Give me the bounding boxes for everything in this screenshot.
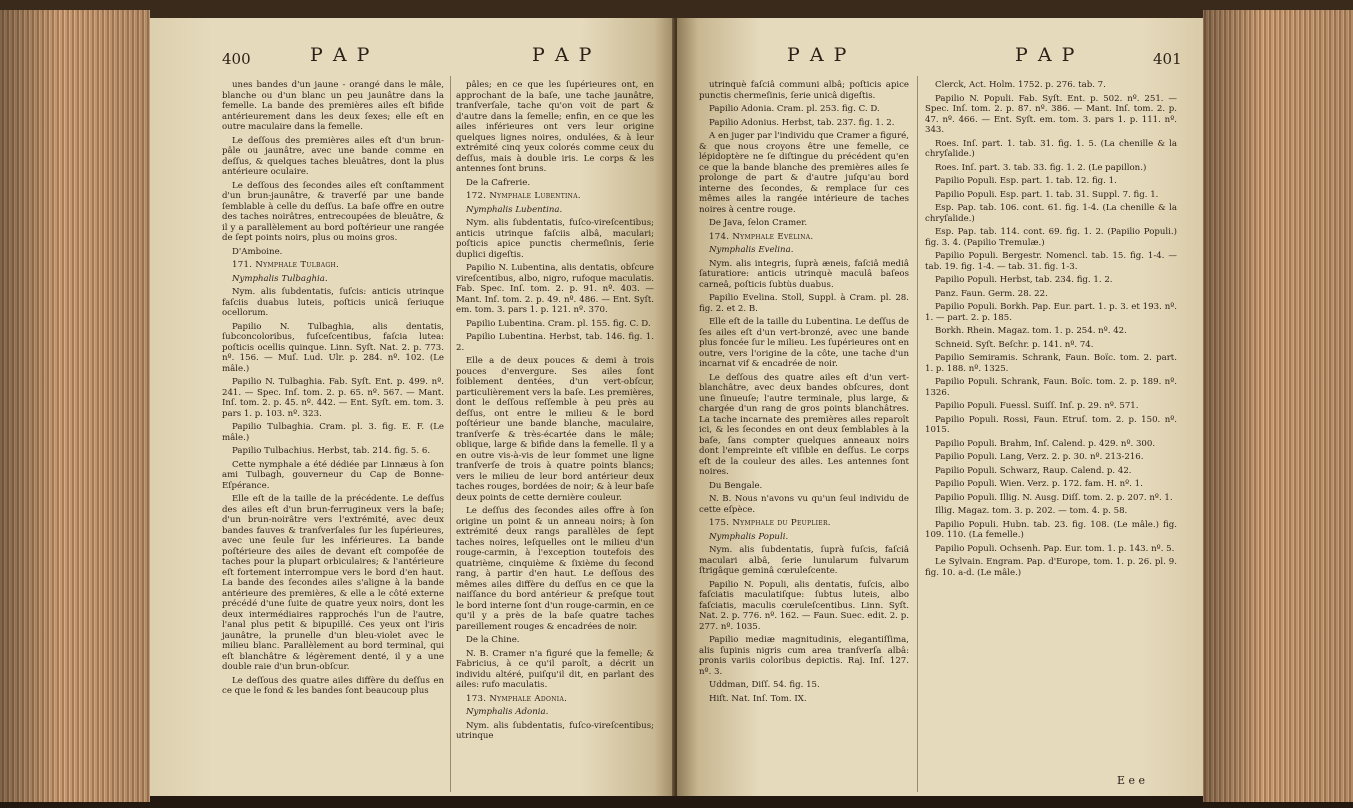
text-paragraph: Le deſſus des ſecondes ailes offre à ſon origine un point & un anneau noirs; à ſon extrémité deux rangs parallèles de ſept taches noires, leſquelles ont le milieu d'un rouge-carmin, à l'exception toutefois des quatrième, cinquième & ſixième du ſecond rang, à partir d'en haut. Le deſſous des mêmes ailes diffère du deſſus en ce que la naiſſance du bord antérieur & preſque tout le bord interne ſont d'un rouge-carmin, en ce qu'il y a près de la baſe quatre taches pareillement rouges & encadrées de noir.	[456, 506, 654, 632]
text-paragraph: 172. Nymphale Lubentina.	[466, 191, 581, 201]
right-running-head-1: P A P	[787, 44, 849, 66]
text-paragraph: Borkh. Rhein. Magaz. tom. 1. p. 254. nº. 42.	[935, 326, 1127, 336]
text-paragraph: Du Bengale.	[709, 480, 763, 491]
text-paragraph: Le Sylvain. Engram. Pap. d'Europe, tom. 1. p. 26. pl. 9. fig. 10. a-d. (Le mâle.)	[925, 557, 1177, 578]
text-paragraph: N. B. Cramer n'a figuré que la femelle; & Fabricius, à ce qu'il paroît, a décrit un individu altéré, puiſqu'il dit, en parlant des ailes: rufo maculatis.	[456, 648, 654, 690]
text-paragraph: Esp. Pap. tab. 114. cont. 69. fig. 1. 2. (Papilio Populi.) fig. 3. 4. (Papilio Tremulæ.)	[925, 227, 1177, 248]
text-paragraph: Papilio N. Tulbaghia. Fab. Syſt. Ent. p. 499. nº. 241. — Spec. Inſ. tom. 2. p. 65. nº. 567. — Mant. Inſ. tom. 2. p. 45. nº. 442. — Ent. Syſt. em. tom. 3. pars 1. p. 103. nº. 323.	[222, 377, 444, 419]
text-paragraph: Papilio Populi. Schrank, Faun. Boïc. tom. 2. p. 189. nº. 1326.	[925, 377, 1177, 398]
left-running-head-1: P A P	[310, 44, 372, 66]
text-paragraph: Illig. Magaz. tom. 3. p. 202. — tom. 4. p. 58.	[935, 506, 1128, 516]
text-paragraph: Papilio Adonia. Cram. pl. 253. fig. C. D.	[709, 104, 880, 114]
text-paragraph: Nym. alis ſubdentatis, fuſco-vireſcentibus; anticis utrinque faſciis albâ, maculari; poſticis apice punctis chermeſinis, ſerie duplici digeſtis.	[456, 218, 654, 260]
text-paragraph: Elle eſt de la taille du Lubentina. Le deſſus de ſes ailes eſt d'un vert-bronzé, avec une bande plus foncée ſur le milieu. Les ſupérieures ont en outre, vers l'origine de la côte, une tache d'un incarnat vif & encadrée de noir.	[699, 317, 909, 369]
text-paragraph: 175. Nymphale du Peuplier.	[709, 518, 831, 528]
text-paragraph: 173. Nymphale Adonia.	[466, 693, 568, 704]
text-paragraph: Papilio Populi. Herbst, tab. 234. fig. 1. 2.	[935, 275, 1113, 285]
text-paragraph: Panz. Faun. Germ. 28. 22.	[935, 288, 1048, 299]
text-paragraph: Le deſſous des quatre ailes eſt d'un vert-blanchâtre, avec deux bandes obſcures, dont une ſinueuſe; l'autre terminale, plus large, & chargée d'un rang de gros points blanchâtres. La tache incarnate des premières ailes reparoît ici, & les ſecondes en ont deux ſemblables à la baſe, ſans compter quelques anneaux noirs dont l'empreinte eſt viſible en deſſus. Le corps eſt de la couleur des ailes. Les antennes ſont noires.	[699, 372, 909, 477]
text-paragraph: Papilio Populi. Brahm, Inſ. Calend. p. 429. nº. 300.	[935, 438, 1156, 449]
left-column-1	[222, 80, 444, 700]
text-paragraph: Papilio Populi. Hubn. tab. 23. fig. 108. (Le mâle.) fig. 109. 110. (La femelle.)	[925, 519, 1177, 540]
text-paragraph: Elle a de deux pouces & demi à trois pouces d'envergure. Ses ailes ſont foiblement dentées, d'un vert-obſcur, particulièrement vers la baſe. Les premières, dont le deſſous reſſemble à peu près au deſſus, ont entre le milieu & le bord poſtérieur une bande blanche, maculaire, tranſverſe & très-écartée dans le mâle; oblique, large & bifide dans la femelle. Il y a en outre vis-à-vis de leur ſommet une ligne tranſverſe de trois à quatre points blancs; vers le milieu de leur bord antérieur deux taches rouges, bordées de noir; & à leur baſe deux points de cette dernière couleur.	[456, 356, 654, 503]
text-paragraph: Roes. Inſ. part. 3. tab. 33. fig. 1. 2. (Le papillon.)	[935, 162, 1147, 173]
column-rule-right	[917, 76, 918, 792]
text-paragraph: Nymphalis Evelina.	[709, 245, 794, 255]
text-paragraph: Hiſt. Nat. Inſ. Tom. IX.	[709, 693, 807, 704]
text-paragraph: 171. Nymphale Tulbagh.	[232, 260, 340, 270]
text-paragraph: Schneid. Syſt. Beſchr. p. 141. nº. 74.	[935, 339, 1094, 350]
text-paragraph: Papilio N. Populi. Fab. Syſt. Ent. p. 502. nº. 251. — Spec. Inſ. tom. 2. p. 87. nº. 386. — Mant. Inſ. tom. 2. p. 47. nº. 466. — Ent. Syſt. em. tom. 3. pars 1. p. 111. nº. 343.	[925, 93, 1177, 135]
text-paragraph: Papilio Semiramis. Schrank, Faun. Boïc. tom. 2. part. 1. p. 188. nº. 1325.	[925, 353, 1177, 374]
text-paragraph: Nym. alis ſubdentatis, fuſco-vireſcentibus; utrinque	[456, 720, 654, 741]
text-paragraph: Cette nymphale a été dédiée par Linnæus à ſon ami Tulbagh, gouverneur du Cap de Bonne-Eſpérance.	[222, 459, 444, 491]
text-paragraph: Le deſſous des ſecondes ailes eſt conſtamment d'un brun-jaunâtre, & traverſé par une bande ſemblable à celle du deſſus. La baſe offre en outre des taches noirâtres, entrecoupées de bleuâtre, & il y a parallèlement au bord poſtérieur une rangée de ſept points noirs, plus ou moins gros.	[222, 180, 444, 243]
text-paragraph: Papilio mediæ magnitudinis, elegantiſſima, alis ſupinis nigris cum area tranſverſa albâ: pronis variis coloribus depictis. Raj. Inſ. 127. nº. 3.	[699, 635, 909, 677]
text-paragraph: Papilio Populi. Lang, Verz. 2. p. 30. nº. 213-216.	[935, 452, 1144, 462]
column-rule	[450, 76, 451, 792]
text-paragraph: Nym. alis ſubdentatis, ſuprà fuſcis, faſciâ maculari albâ, ſerie lunularum fulvarum ſtrigâque geminâ cœruleſcente.	[699, 545, 909, 576]
text-paragraph: Clerck, Act. Holm. 1752. p. 276. tab. 7.	[935, 80, 1106, 90]
right-column-2	[925, 80, 1177, 581]
text-paragraph: Nym. alis integris, ſuprà æneis, faſciâ mediâ ſaturatiore: anticis utrinquè maculâ baſeos carneâ, poſticis ſubtùs duabus.	[699, 258, 909, 290]
text-paragraph: De la Chine.	[466, 635, 520, 645]
left-column-2	[456, 80, 654, 745]
text-paragraph: 174. Nymphale Evélina.	[709, 231, 814, 242]
text-paragraph: Elle eſt de la taille de la précédente. Le deſſus des ailes eſt d'un brun-ferrugineux vers la baſe; d'un brun-noirâtre vers l'extrémité, avec deux bandes fauves & tranſverſales ſur les ſupérieures, avec une ſeule ſur les inférieures. La bande poſtérieure des ailes de devant eſt compoſée de taches pour la plupart orbiculaires; & l'antérieure eſt fortement interrompue vers le bord d'en haut. La bande des ſecondes ailes s'aligne à la bande antérieure des premières, & elle a le côté externe précédé d'une ſuite de quatre yeux noirs, dont les deux intermédiaires rapprochés l'un de l'autre, l'anal plus petit & bipupillé. Ces yeux ont l'iris jaunâtre, la prunelle d'un bleu-violet avec le milieu blanc. Parallèlement au bord terminal, qui eſt blanchâtre & légèrement denté, il y a une double raie d'un brun-obſcur.	[222, 494, 444, 672]
text-paragraph: A en juger par l'individu que Cramer a figuré, & que nous croyons être une femelle, ce lépidoptère ne ſe diſtingue du précédent qu'en ce que la bande blanche des premières ailes ſe prolonge de part & d'autre juſqu'au bord interne des ſecondes, & remplace ſur ces mêmes ailes la rangée intérieure de taches noires à centre rouge.	[699, 131, 909, 215]
text-paragraph: Nym. alis ſubdentatis, ſuſcis: anticis utrinque faſciis duabus luteis, poſticis unicâ ſeriuque ocellorum.	[222, 287, 444, 318]
text-paragraph: Papilio Populi. Illig. N. Ausg. Diſſ. tom. 2. p. 207. nº. 1.	[935, 492, 1173, 503]
text-paragraph: Papilio Tulbachius. Herbst, tab. 214. fig. 5. 6.	[232, 446, 431, 456]
text-paragraph: Papilio Populi. Esp. part. 1. tab. 12. fig. 1.	[935, 176, 1117, 186]
text-paragraph: utrinquè faſciâ communi albâ; poſticis apice punctis chermeſinis, ſerie unicâ digeſtis.	[699, 80, 909, 101]
text-paragraph: Nymphalis Tulbaghia.	[232, 273, 328, 284]
text-paragraph: Nymphalis Adonia.	[466, 707, 549, 717]
text-paragraph: Papilio Lubentina. Cram. pl. 155. fig. C. D.	[466, 318, 651, 329]
right-page-stack-edge	[1203, 10, 1353, 802]
text-paragraph: Papilio N. Tulbaghia, alis dentatis, ſubconcoloribus, fuſceſcentibus, faſcia lutea: poſticis ocellis quinque. Linn. Syſt. Nat. 2. p. 773. nº. 156. — Muſ. Lud. Ulr. p. 284. nº. 102. (Le mâle.)	[222, 321, 444, 374]
text-paragraph: Papilio N. Lubentina, alis dentatis, obſcure vireſcentibus, albo, nigro, rufoque maculatis. Fab. Spec. Inſ. tom. 2. p. 91. nº. 403. — Mant. Inſ. tom. 2. p. 49. nº. 486. — Ent. Syſt. em. tom. 3. pars 1. p. 121. nº. 370.	[456, 263, 654, 315]
text-paragraph: Uddman, Diſſ. 54. fig. 15.	[709, 680, 820, 690]
text-paragraph: Esp. Pap. tab. 106. cont. 61. fig. 1-4. (La chenille & la chryſalide.)	[925, 203, 1177, 224]
text-paragraph: Papilio Populi. Esp. part. 1. tab. 31. Suppl. 7. fig. 1.	[935, 189, 1159, 200]
text-paragraph: Papilio Populi. Fuessl. Suiſſ. Inſ. p. 29. nº. 571.	[935, 401, 1139, 411]
left-page-stack-edge	[0, 10, 150, 802]
right-page	[677, 18, 1203, 796]
text-paragraph: Papilio Populi. Wien. Verz. p. 172. fam. H. nº. 1.	[935, 479, 1143, 489]
left-page	[150, 18, 675, 796]
text-paragraph: Le deſſous des quatre ailes diffère du deſſus en ce que le fond & les bandes ſont beaucoup plus	[222, 675, 444, 696]
text-paragraph: Nymphalis Lubentina.	[466, 204, 563, 215]
right-page-number: 401	[1153, 50, 1182, 68]
text-paragraph: D'Amboine.	[232, 246, 283, 257]
text-paragraph: Papilio Populi. Bergestr. Nomencl. tab. 15. fig. 1-4. — tab. 19. fig. 1-4. — tab. 31. fig. 1-3.	[925, 251, 1177, 272]
text-paragraph: Papilio Tulbaghia. Cram. pl. 3. fig. E. F. (Le mâle.)	[222, 422, 444, 443]
text-paragraph: Papilio Evelina. Stoll, Suppl. à Cram. pl. 28. fig. 2. et 2. B.	[699, 293, 909, 314]
left-running-head-2: P A P	[532, 44, 594, 66]
text-paragraph: Roes. Inſ. part. 1. tab. 31. fig. 1. 5. (La chenille & la chryſalide.)	[925, 138, 1177, 159]
right-column-1	[699, 80, 909, 707]
text-paragraph: Papilio N. Populi, alis dentatis, fuſcis, albo faſciatis maculatiſque: ſubtus luteis, albo faſciatis, maculis cœruleſcentibus. Linn. Syſt. Nat. 2. p. 776. nº. 162. — Faun. Suec. edit. 2. p. 277. nº. 1035.	[699, 579, 909, 632]
text-paragraph: Nymphalis Populi.	[709, 531, 789, 542]
signature-mark: E e e	[1117, 774, 1146, 787]
text-paragraph: N. B. Nous n'avons vu qu'un ſeul individu de cette eſpèce.	[699, 494, 909, 515]
left-page-number: 400	[222, 50, 251, 68]
text-paragraph: De la Cafrerie.	[466, 177, 531, 188]
text-paragraph: Papilio Populi. Ochsenh. Pap. Eur. tom. 1. p. 143. nº. 5.	[935, 543, 1175, 554]
text-paragraph: Le deſſous des premières ailes eſt d'un brun-pâle ou jaunâtre, avec une bande comme en deſſus, & quelques taches bleuâtres, dont la plus antérieure oculaire.	[222, 135, 444, 177]
right-running-head-2: P A P	[1015, 44, 1077, 66]
text-paragraph: Papilio Populi. Schwarz, Raup. Calend. p. 42.	[935, 465, 1132, 476]
text-paragraph: De Java, ſelon Cramer.	[709, 218, 808, 228]
text-paragraph: pâles; en ce que les ſupérieures ont, en approchant de la baſe, une tache jaunâtre, tranſverſale, tache qu'on voit de part & d'autre dans la ſemelle; enfin, en ce que les ailes inférieures ont vers leur origine quelques lignes noires, ondulées, & à leur extrémité cinq yeux colorés comme ceux du deſſus, mais à double iris. Le corps & les antennes ſont bruns.	[456, 80, 654, 174]
text-paragraph: Papilio Populi. Rossi, Faun. Etruſ. tom. 2. p. 150. nº. 1015.	[925, 414, 1177, 435]
text-paragraph: unes bandes d'un jaune - orangé dans le mâle, blanche ou d'un blanc un peu jaunâtre dans la femelle. La bande des premières ailes eſt bifide antérieurement dans les deux ſexes; elle eſt en outre maculaire dans la femelle.	[222, 80, 444, 132]
text-paragraph: Papilio Populi. Borkh. Pap. Eur. part. 1. p. 3. et 193. nº. 1. — part. 2. p. 185.	[925, 302, 1177, 323]
text-paragraph: Papilio Adonius. Herbst, tab. 237. fig. 1. 2.	[709, 117, 895, 128]
text-paragraph: Papilio Lubentina. Herbst, tab. 146. fig. 1. 2.	[456, 332, 654, 353]
